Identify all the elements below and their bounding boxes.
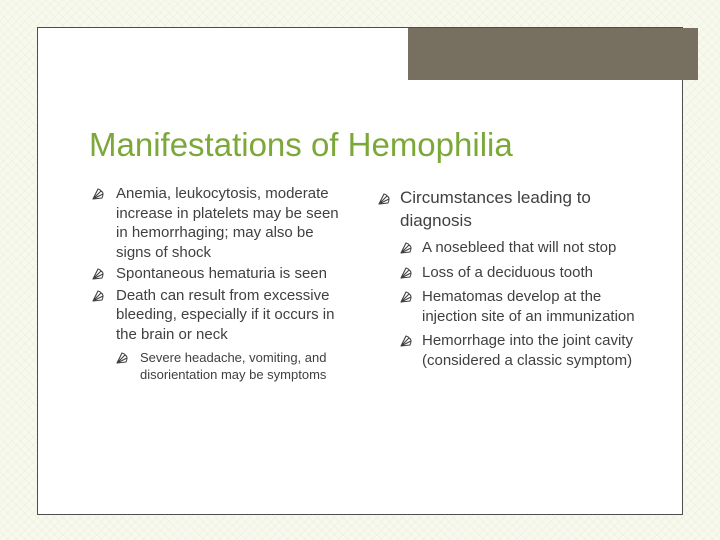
leaf-fan-icon bbox=[92, 188, 104, 200]
leaf-fan-icon bbox=[378, 193, 390, 205]
slide-title: Manifestations of Hemophilia bbox=[89, 126, 513, 163]
right-sub-bullet-item bbox=[400, 238, 648, 258]
left-bullet-item bbox=[92, 264, 352, 284]
leaf-fan-icon bbox=[92, 268, 104, 280]
right-bullet-list bbox=[378, 187, 648, 375]
leaf-fan-icon bbox=[400, 335, 412, 347]
leaf-fan-icon bbox=[400, 291, 412, 303]
left-bullet-item bbox=[92, 286, 352, 384]
right-sub-bullet-list bbox=[400, 238, 648, 370]
left-sub-bullet-text: Severe headache, vomiting, and disorientation may be symptoms bbox=[140, 350, 327, 382]
leaf-fan-icon bbox=[116, 352, 128, 364]
right-sub-bullet-text: Hematomas develop at the injection site of an immunization bbox=[422, 288, 635, 325]
left-bullet-text: Spontaneous hematuria is seen bbox=[116, 265, 327, 282]
leaf-fan-icon bbox=[400, 267, 412, 279]
right-sub-bullet-text: Loss of a deciduous tooth bbox=[422, 263, 593, 281]
right-sub-bullet-item bbox=[400, 263, 648, 283]
leaf-fan-icon bbox=[400, 242, 412, 254]
accent-bar bbox=[408, 28, 698, 80]
left-bullet-list bbox=[92, 184, 352, 385]
right-sub-bullet-item bbox=[400, 287, 648, 326]
left-bullet-text: Anemia, leukocytosis, moderate increase in platelets may be seen in hemorrhaging; may also be signs of shock bbox=[116, 185, 339, 261]
left-sub-bullet-item bbox=[116, 350, 352, 383]
left-bullet-text: Death can result from excessive bleeding, especially if it occurs in the brain or neck bbox=[116, 286, 335, 343]
right-sub-bullet-text: A nosebleed that will not stop bbox=[422, 239, 617, 256]
right-sub-bullet-text: Hemorrhage into the joint cavity (considered a classic symptom) bbox=[422, 332, 633, 369]
right-sub-bullet-item bbox=[400, 331, 648, 370]
left-sub-bullet-list bbox=[116, 350, 352, 383]
leaf-fan-icon bbox=[92, 290, 104, 302]
left-bullet-item bbox=[92, 184, 352, 262]
right-heading-text: Circumstances leading to diagnosis bbox=[400, 188, 591, 230]
right-heading-item bbox=[378, 187, 648, 370]
